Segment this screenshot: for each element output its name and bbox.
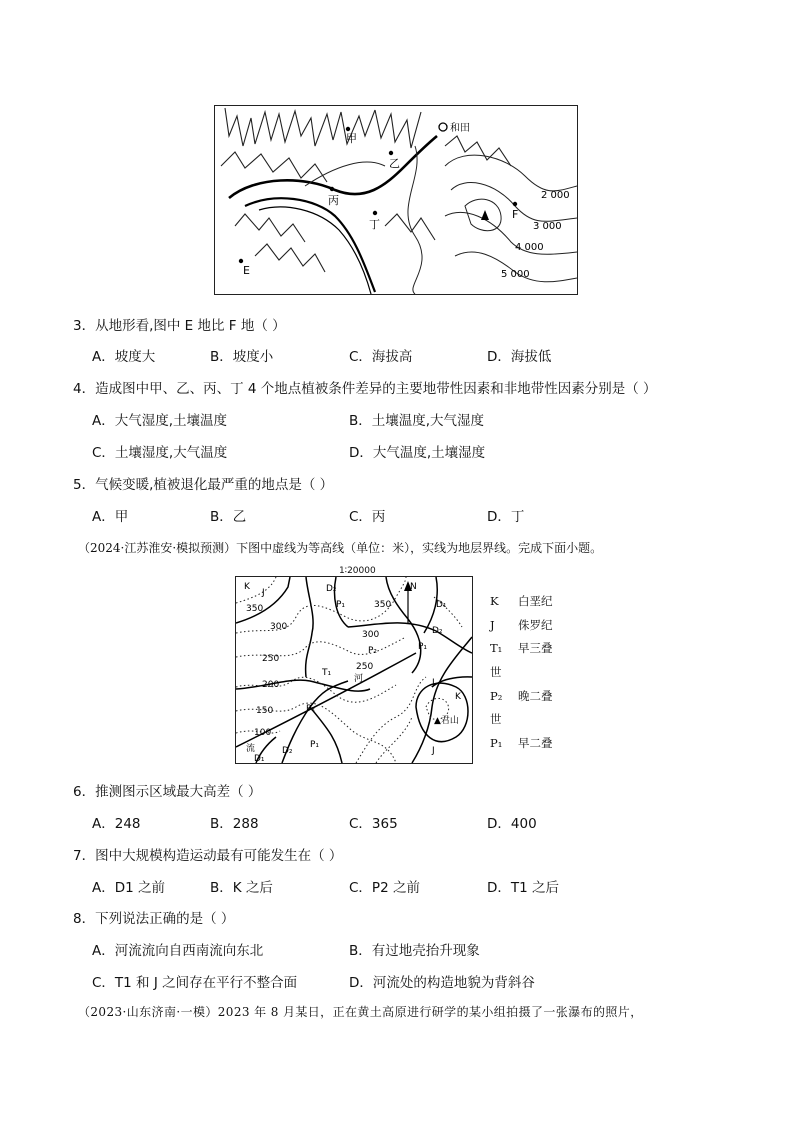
strata-label: P₂ — [306, 704, 316, 714]
question-7-stem: 7．图中大规模构造运动最有可能发生在（ ） — [73, 848, 343, 864]
legend-item: T₁ 早三叠 — [490, 641, 553, 655]
question-8-stem: 8．下列说法正确的是（ ） — [73, 911, 235, 927]
q5-option-d[interactable]: D．丁 — [487, 509, 525, 525]
terrain-map-figure — [214, 105, 578, 295]
q5-option-a[interactable]: A．甲 — [92, 509, 129, 525]
mountain-label: ▲君山 — [434, 716, 459, 726]
q7-option-c[interactable]: C．P2 之前 — [349, 880, 420, 896]
point-jia-label: 甲 — [346, 132, 357, 145]
q4-option-a[interactable]: A．大气湿度,土壤温度 — [92, 413, 228, 429]
q7-option-a[interactable]: A．D1 之前 — [92, 880, 166, 896]
contour-label: 300 — [362, 630, 380, 640]
flow-label: 流 — [246, 744, 256, 754]
contour-label: 350 — [246, 604, 264, 614]
legend-item: J 侏罗纪 — [490, 618, 553, 632]
strata-label: K — [244, 582, 250, 592]
strata-label: P₁ — [418, 642, 428, 652]
point-yi-label: 乙 — [389, 157, 400, 170]
hetian-label: 和田 — [450, 123, 470, 134]
point-e-label: E — [243, 264, 250, 277]
q3-option-b[interactable]: B．坡度小 — [210, 349, 274, 365]
q5-option-b[interactable]: B．乙 — [210, 509, 247, 525]
legend-item: K 白垩纪 — [490, 594, 553, 608]
strata-label: J — [262, 588, 265, 598]
contour-label: 300 — [270, 622, 288, 632]
point-f-label: F — [512, 208, 519, 221]
point-bing-label: 丙 — [328, 194, 339, 207]
q3-option-a[interactable]: A．坡度大 — [92, 349, 156, 365]
contour-label: 250 — [262, 654, 280, 664]
q6-option-c[interactable]: C．365 — [349, 816, 398, 832]
point-ding-label: 丁 — [369, 218, 380, 231]
terrain-map — [215, 106, 577, 294]
q5-option-c[interactable]: C．丙 — [349, 509, 386, 525]
geologic-map-figure — [235, 576, 473, 764]
strata-label: J — [432, 678, 435, 688]
legend-item: P₁ 早二叠 — [490, 736, 553, 750]
legend-item: 世 — [490, 712, 502, 726]
contour-label: 3 000 — [533, 221, 562, 232]
strata-label: P₂ — [368, 646, 378, 656]
geologic-map — [236, 577, 472, 763]
contour-label: 4 000 — [515, 242, 544, 253]
strata-label: P₁ — [336, 600, 346, 610]
q3-option-c[interactable]: C．海拔高 — [349, 349, 413, 365]
q6-option-b[interactable]: B．288 — [210, 816, 259, 832]
q4-option-c[interactable]: C．土壤湿度,大气温度 — [92, 445, 228, 461]
contour-label: 150 — [256, 706, 274, 716]
legend-item: 世 — [490, 665, 502, 679]
river-label: 河 — [354, 674, 364, 684]
q6-option-a[interactable]: A．248 — [92, 816, 141, 832]
strata-label: J — [432, 746, 435, 756]
question-4-stem: 4．造成图中甲、乙、丙、丁 4 个地点植被条件差异的主要地带性因素和非地带性因素分别是（ ） — [73, 381, 657, 397]
q7-option-d[interactable]: D．T1 之后 — [487, 880, 560, 896]
q3-option-d[interactable]: D．海拔低 — [487, 349, 552, 365]
contour-label: 100 — [254, 728, 272, 738]
q8-option-b[interactable]: B．有过地壳抬升现象 — [349, 943, 480, 959]
legend-item: P₂ 晚二叠 — [490, 689, 553, 703]
question-3-stem: 3．从地形看,图中 E 地比 F 地（ ） — [73, 318, 286, 334]
q8-option-c[interactable]: C．T1 和 J 之间存在平行不整合面 — [92, 975, 298, 991]
strata-label: D₁ — [436, 600, 447, 610]
q8-option-a[interactable]: A．河流流向自西南流向东北 — [92, 943, 264, 959]
q4-option-d[interactable]: D．大气温度,土壤湿度 — [349, 445, 486, 461]
contour-label: 250 — [356, 662, 374, 672]
contour-label: 200 — [262, 680, 280, 690]
question-5-stem: 5．气候变暖,植被退化最严重的地点是（ ） — [73, 477, 334, 493]
q7-option-b[interactable]: B．K 之后 — [210, 880, 273, 896]
q6-option-d[interactable]: D．400 — [487, 816, 537, 832]
north-label: N — [410, 582, 417, 592]
contour-label: 350 — [374, 600, 392, 610]
q8-option-d[interactable]: D．河流处的构造地貌为背斜谷 — [349, 975, 535, 991]
map-scale: 1∶20000 — [339, 566, 376, 576]
strata-label: D₂ — [282, 746, 293, 756]
material-intro-2: （2023·山东济南·一模）2023 年 8 月某日，正在黄土高原进行研学的某小组拍摄了一张瀑布的照片， — [78, 1005, 643, 1019]
contour-label: 5 000 — [501, 269, 530, 280]
contour-label: 2 000 — [541, 190, 570, 201]
material-intro-1: （2024·江苏淮安·模拟预测）下图中虚线为等高线（单位：米），实线为地层界线。完成下面小题。 — [78, 541, 603, 555]
strata-label: K — [455, 692, 461, 702]
strata-label: D₁ — [254, 754, 265, 763]
q4-option-b[interactable]: B．土壤温度,大气湿度 — [349, 413, 485, 429]
strata-label: D₂ — [326, 584, 337, 594]
question-6-stem: 6．推测图示区域最大高差（ ） — [73, 784, 262, 800]
strata-label: T₁ — [322, 668, 332, 678]
strata-label: D₂ — [432, 626, 443, 636]
strata-label: P₁ — [310, 740, 320, 750]
